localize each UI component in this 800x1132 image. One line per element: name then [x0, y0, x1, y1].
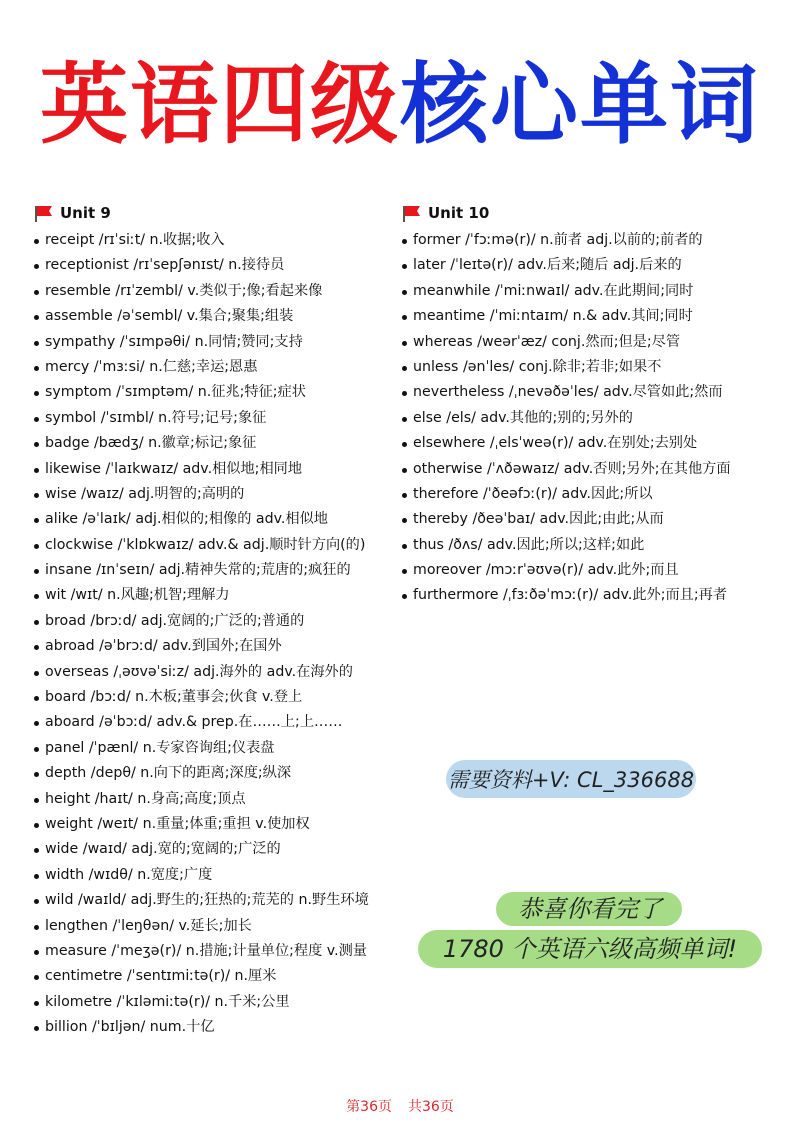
- word-entry: thus /ðʌs/ adv.因此;所以;这样;如此: [402, 533, 794, 558]
- word-entry: assemble /əˈsembl/ v.集合;聚集;组装: [34, 304, 406, 329]
- unit-9-word-list: [34, 228, 406, 1041]
- flag-icon: [402, 206, 422, 220]
- word-entry: weight /weɪt/ n.重量;体重;重担 v.使加权: [34, 812, 406, 837]
- word-entry: measure /ˈmeʒə(r)/ n.措施;计量单位;程度 v.测量: [34, 939, 406, 964]
- word-entry: centimetre /ˈsentɪmiːtə(r)/ n.厘米: [34, 964, 406, 989]
- word-entry: insane /ɪnˈseɪn/ adj.精神失常的;荒唐的;疯狂的: [34, 558, 406, 583]
- word-entry: furthermore /ˌfɜːðəˈmɔː(r)/ adv.此外;而且;再者: [402, 583, 794, 608]
- word-entry: broad /brɔːd/ adj.宽阔的;广泛的;普通的: [34, 609, 406, 634]
- congrats-line-2: 1780 个英语六级高频单词!: [442, 935, 738, 963]
- unit-10-title: Unit 10: [428, 204, 490, 222]
- word-entry: depth /depθ/ n.向下的距离;深度;纵深: [34, 761, 406, 786]
- contact-note: 需要资料+V: CL_336688: [446, 760, 696, 798]
- word-entry: elsewhere /ˌelsˈweə(r)/ adv.在别处;去别处: [402, 431, 794, 456]
- word-entry: moreover /mɔːrˈəʊvə(r)/ adv.此外;而且: [402, 558, 794, 583]
- page-title: [0, 50, 800, 160]
- word-entry: billion /ˈbɪljən/ num.十亿: [34, 1015, 406, 1040]
- page-total: 共36页: [408, 1099, 454, 1115]
- title-part-blue: 核心单词: [400, 53, 761, 156]
- word-entry: board /bɔːd/ n.木板;董事会;伙食 v.登上: [34, 685, 406, 710]
- word-entry: unless /ənˈles/ conj.除非;若非;如果不: [402, 355, 794, 380]
- word-entry: wise /waɪz/ adj.明智的;高明的: [34, 482, 406, 507]
- word-entry: otherwise /ˈʌðəwaɪz/ adv.否则;另外;在其他方面: [402, 457, 794, 482]
- word-entry: receipt /rɪˈsiːt/ n.收据;收入: [34, 228, 406, 253]
- congrats-note: [418, 888, 762, 972]
- word-entry: later /ˈleɪtə(r)/ adv.后来;随后 adj.后来的: [402, 253, 794, 278]
- word-entry: overseas /ˌəʊvəˈsiːz/ adj.海外的 adv.在海外的: [34, 660, 406, 685]
- word-entry: lengthen /ˈleŋθən/ v.延长;加长: [34, 914, 406, 939]
- word-entry: wild /waɪld/ adj.野生的;狂热的;荒芜的 n.野生环境: [34, 888, 406, 913]
- word-entry: clockwise /ˈklɒkwaɪz/ adv.& adj.顺时针方向(的): [34, 533, 406, 558]
- unit-10-word-list: [402, 228, 794, 609]
- word-entry: wide /waɪd/ adj.宽的;宽阔的;广泛的: [34, 837, 406, 862]
- unit-9-header: [34, 200, 406, 226]
- word-entry: symbol /ˈsɪmbl/ n.符号;记号;象征: [34, 406, 406, 431]
- word-entry: resemble /rɪˈzembl/ v.类似于;像;看起来像: [34, 279, 406, 304]
- page-number: 第36页: [346, 1099, 392, 1115]
- word-entry: sympathy /ˈsɪmpəθi/ n.同情;赞同;支持: [34, 330, 406, 355]
- word-entry: mercy /ˈmɜːsi/ n.仁慈;幸运;恩惠: [34, 355, 406, 380]
- word-entry: therefore /ˈðeəfɔː(r)/ adv.因此;所以: [402, 482, 794, 507]
- word-entry: nevertheless /ˌnevəðəˈles/ adv.尽管如此;然而: [402, 380, 794, 405]
- word-entry: height /haɪt/ n.身高;高度;顶点: [34, 787, 406, 812]
- word-entry: meanwhile /ˈmiːnwaɪl/ adv.在此期间;同时: [402, 279, 794, 304]
- congrats-line-1: 恭喜你看完了: [518, 895, 662, 923]
- word-entry: receptionist /rɪˈsepʃənɪst/ n.接待员: [34, 253, 406, 278]
- word-entry: panel /ˈpænl/ n.专家咨询组;仪表盘: [34, 736, 406, 761]
- unit-10-column: [402, 200, 794, 609]
- word-entry: aboard /əˈbɔːd/ adv.& prep.在……上;上……: [34, 710, 406, 735]
- page-footer: [0, 1096, 800, 1116]
- word-entry: meantime /ˈmiːntaɪm/ n.& adv.其间;同时: [402, 304, 794, 329]
- word-entry: whereas /weərˈæz/ conj.然而;但是;尽管: [402, 330, 794, 355]
- word-entry: former /ˈfɔːmə(r)/ n.前者 adj.以前的;前者的: [402, 228, 794, 253]
- word-entry: wit /wɪt/ n.风趣;机智;理解力: [34, 583, 406, 608]
- word-entry: likewise /ˈlaɪkwaɪz/ adv.相似地;相同地: [34, 457, 406, 482]
- word-entry: width /wɪdθ/ n.宽度;广度: [34, 863, 406, 888]
- unit-9-column: [34, 200, 406, 1041]
- flag-icon: [34, 206, 54, 220]
- word-entry: alike /əˈlaɪk/ adj.相似的;相像的 adv.相似地: [34, 507, 406, 532]
- word-entry: else /els/ adv.其他的;别的;另外的: [402, 406, 794, 431]
- word-entry: symptom /ˈsɪmptəm/ n.征兆;特征;症状: [34, 380, 406, 405]
- word-entry: badge /bædʒ/ n.徽章;标记;象征: [34, 431, 406, 456]
- unit-9-title: Unit 9: [60, 204, 111, 222]
- title-part-red: 英语四级: [39, 53, 400, 156]
- word-entry: abroad /əˈbrɔːd/ adv.到国外;在国外: [34, 634, 406, 659]
- word-entry: thereby /ðeəˈbaɪ/ adv.因此;由此;从而: [402, 507, 794, 532]
- unit-10-header: [402, 200, 794, 226]
- word-entry: kilometre /ˈkɪləmiːtə(r)/ n.千米;公里: [34, 990, 406, 1015]
